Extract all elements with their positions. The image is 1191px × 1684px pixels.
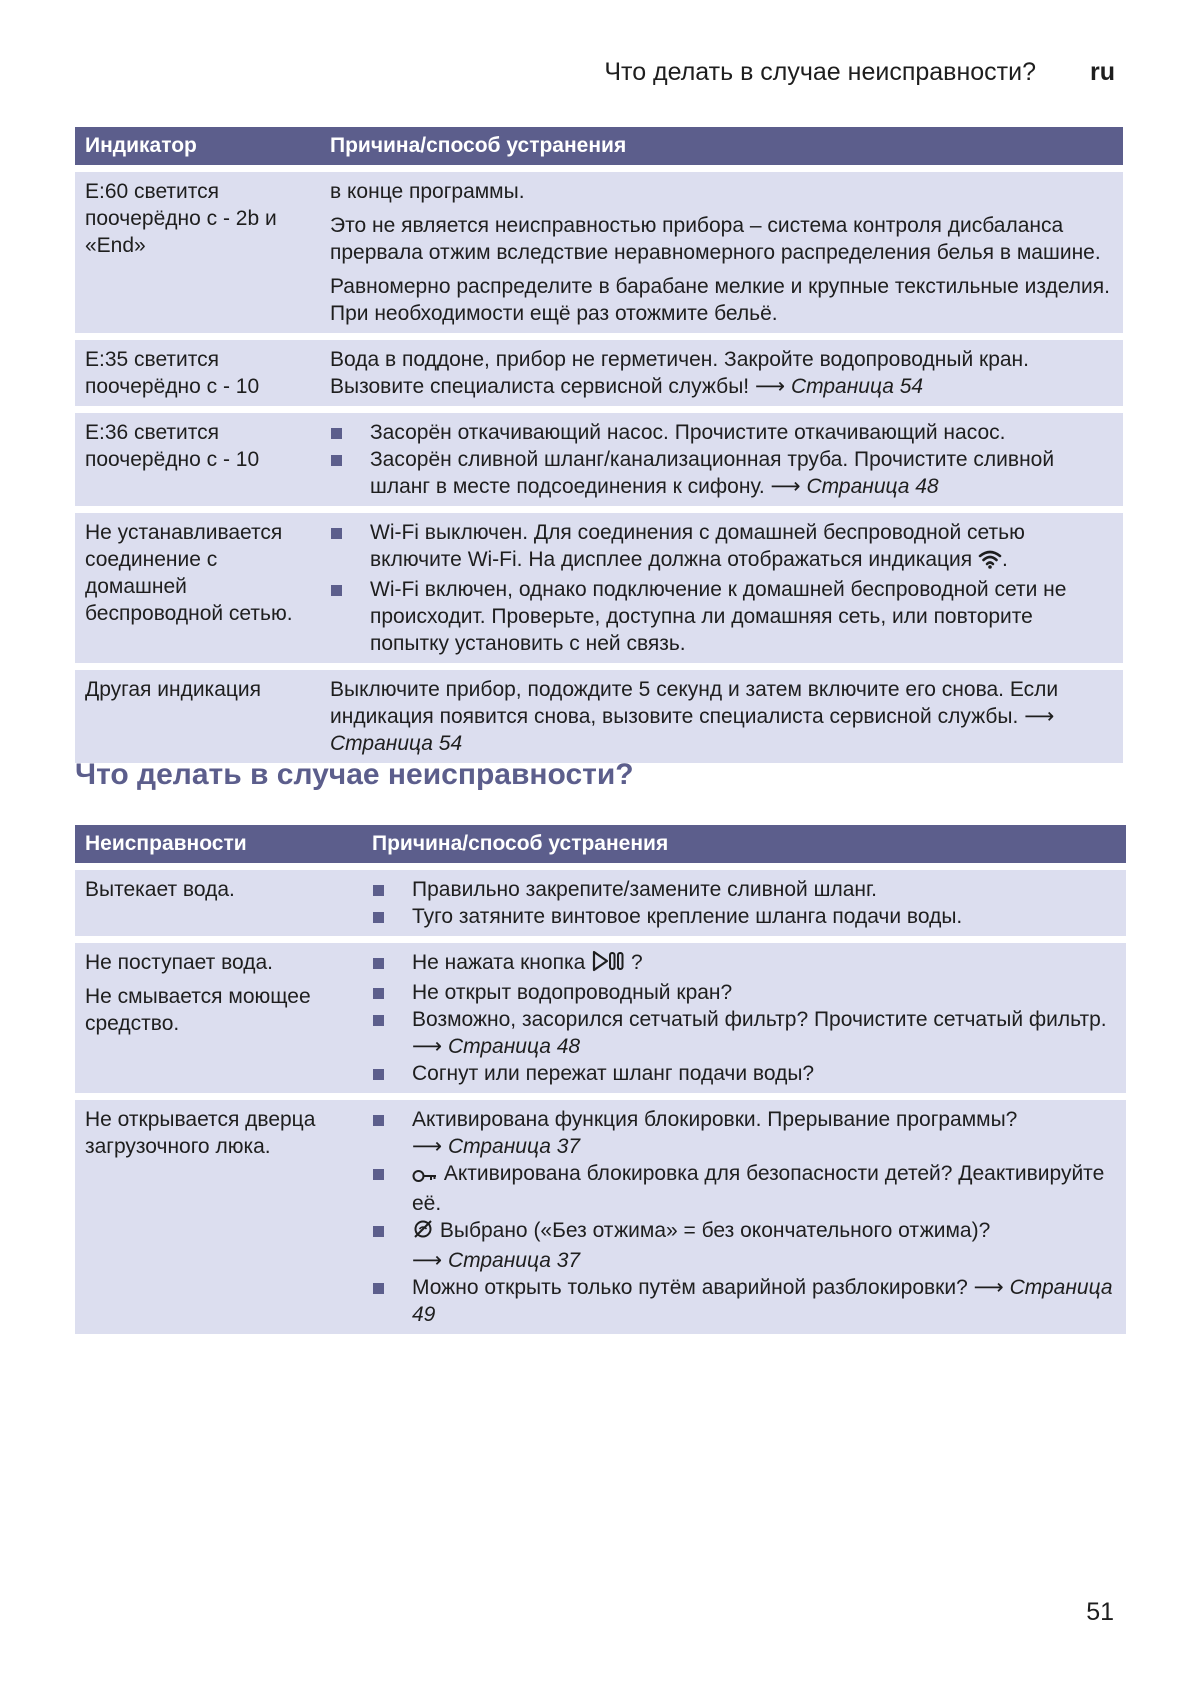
page-reference-link[interactable]: Страница 37 [447, 1249, 581, 1272]
cause-cell [362, 870, 1126, 936]
cause-cell [320, 340, 1123, 406]
column-header-cause: Причина/способ устранения [362, 825, 1126, 863]
table-row [75, 172, 1123, 333]
issue-cell [75, 1100, 362, 1334]
section-title: Что делать в случае неисправности? [75, 758, 634, 791]
header-title: Что делать в случае неисправности? [604, 58, 1036, 86]
page-header [604, 58, 1115, 87]
page-reference-link[interactable]: Страница 54 [790, 375, 924, 398]
issue-cell [75, 943, 362, 1093]
list-item [372, 1060, 1116, 1087]
list-item [372, 1006, 1116, 1060]
indicator-text: E:36 светится поочерёдно с - 10 [85, 421, 260, 471]
bullet-list [330, 519, 1113, 657]
list-item [372, 1217, 1116, 1274]
list-item [330, 446, 1113, 500]
wifi-icon [978, 549, 1002, 576]
indicator-table [75, 120, 1123, 770]
arrow-right-icon: ⟶ [973, 1276, 1004, 1299]
list-item-text: Засорён сливной шланг/канализационная труба. Прочистите сливной шланг в месте подсоединения к сифону. [370, 448, 1055, 498]
indicator-cell [75, 513, 320, 663]
language-code: ru [1090, 58, 1115, 86]
list-item-text: Можно открыть только путём аварийной разблокировки? [412, 1276, 968, 1299]
bullet-list [372, 949, 1116, 1087]
arrow-right-icon: ⟶ [754, 375, 786, 398]
arrow-right-icon: ⟶ [1024, 705, 1055, 728]
list-item [372, 876, 1116, 903]
issue-cell [75, 870, 362, 936]
cause-paragraph: Равномерно распределите в барабане мелкие и крупные текстильные изделия. При необходимости ещё раз отожмите бельё. [330, 275, 1110, 325]
bullet-list [372, 876, 1116, 930]
list-item [330, 419, 1113, 446]
indicator-text: E:60 светится поочерёдно с - 2b и «End» [85, 180, 277, 257]
page-reference-link[interactable]: Страница 54 [330, 732, 463, 755]
arrow-right-icon: ⟶ [770, 475, 801, 498]
cause-cell [362, 943, 1126, 1093]
list-item-text: Туго затяните винтовое крепление шланга подачи воды. [412, 905, 963, 928]
table-row [75, 413, 1123, 506]
indicator-cell [75, 413, 320, 506]
indicator-text: Не устанавливается соединение с домашней беспроводной сетью. [85, 521, 293, 625]
list-item [330, 576, 1113, 657]
list-item-text: Не открыт водопроводный кран? [412, 981, 733, 1004]
cause-cell [320, 670, 1123, 763]
cause-paragraph: в конце программы. [330, 180, 525, 203]
page-reference-link[interactable]: Страница 48 [806, 475, 939, 498]
table-row [75, 870, 1126, 936]
arrow-right-icon: ⟶ [412, 1135, 443, 1158]
list-item [372, 1274, 1116, 1328]
table-row [75, 1100, 1126, 1334]
list-item [372, 1106, 1116, 1160]
faults-table [75, 818, 1126, 1341]
list-item-text: Не нажата кнопка [412, 951, 586, 974]
cause-text: Выключите прибор, подождите 5 секунд и затем включите его снова. Если индикация появится снова, вызовите специалиста сервисной службы. [330, 678, 1059, 728]
cause-text: Вода в поддоне, прибор не герметичен. Закройте водопроводный кран. Вызовите специалиста сервисной службы! [330, 348, 1029, 398]
page-reference-link[interactable]: Страница 49 [412, 1276, 1113, 1326]
no-spin-icon [412, 1218, 434, 1247]
arrow-right-icon: ⟶ [412, 1035, 443, 1058]
table-row [75, 513, 1123, 663]
list-item-text: Согнут или пережат шланг подачи воды? [412, 1062, 815, 1085]
list-item-text: Выбрано («Без отжима» = без окончательного отжима)? [439, 1219, 991, 1242]
list-item-text: Возможно, засорился сетчатый фильтр? Прочистите сетчатый фильтр. [412, 1008, 1107, 1031]
page-reference-link[interactable]: Страница 48 [447, 1035, 581, 1058]
issue-text: Не смывается моющее средство. [85, 985, 311, 1035]
page-number: 51 [1086, 1598, 1114, 1626]
indicator-text: Другая индикация [85, 678, 262, 701]
column-header-faults: Неисправности [75, 825, 362, 863]
list-item-text: Активирована функция блокировки. Прерывание программы? [412, 1108, 1018, 1131]
indicator-cell [75, 340, 320, 406]
list-item [372, 1160, 1116, 1217]
child-lock-icon [412, 1163, 438, 1190]
list-item-text: Wi-Fi выключен. Для соединения с домашней беспроводной сетью включите Wi-Fi. На дисплее должна отображаться индикация [370, 521, 1025, 571]
list-item-text: Активирована блокировка для безопасности детей? Деактивируйте её. [412, 1162, 1105, 1215]
indicator-cell [75, 172, 320, 333]
column-header-indicator: Индикатор [75, 127, 320, 165]
cause-cell [320, 172, 1123, 333]
start-pause-icon [591, 950, 625, 979]
list-item [372, 979, 1116, 1006]
arrow-right-icon: ⟶ [412, 1249, 443, 1272]
cause-cell [362, 1100, 1126, 1334]
list-item-text: Засорён откачивающий насос. Прочистите откачивающий насос. [370, 421, 1006, 444]
list-item-suffix: . [1002, 548, 1008, 571]
page-reference-link[interactable]: Страница 37 [447, 1135, 581, 1158]
list-item [330, 519, 1113, 576]
issue-text: Вытекает вода. [85, 878, 235, 901]
cause-paragraph: Это не является неисправностью прибора – система контроля дисбаланса прервала отжим вследствие неравномерного распределения белья в машине. [330, 214, 1101, 264]
table-row [75, 670, 1123, 763]
list-item [372, 903, 1116, 930]
list-item-suffix: ? [630, 951, 643, 974]
indicator-cell [75, 670, 320, 763]
issue-text: Не открывается дверца загрузочного люка. [85, 1108, 316, 1158]
list-item-text: Wi-Fi включен, однако подключение к домашней беспроводной сети не происходит. Проверьте, доступна ли домашняя сеть, или повторите попытку установить с ней связь. [370, 578, 1067, 655]
table-row [75, 943, 1126, 1093]
indicator-text: E:35 светится поочерёдно с - 10 [85, 348, 260, 398]
table-row [75, 340, 1123, 406]
cause-cell [320, 413, 1123, 506]
list-item [372, 949, 1116, 979]
bullet-list [372, 1106, 1116, 1328]
list-item-text: Правильно закрепите/замените сливной шланг. [412, 878, 877, 901]
column-header-cause: Причина/способ устранения [320, 127, 1123, 165]
bullet-list [330, 419, 1113, 500]
cause-cell [320, 513, 1123, 663]
issue-text: Не поступает вода. [85, 951, 273, 974]
